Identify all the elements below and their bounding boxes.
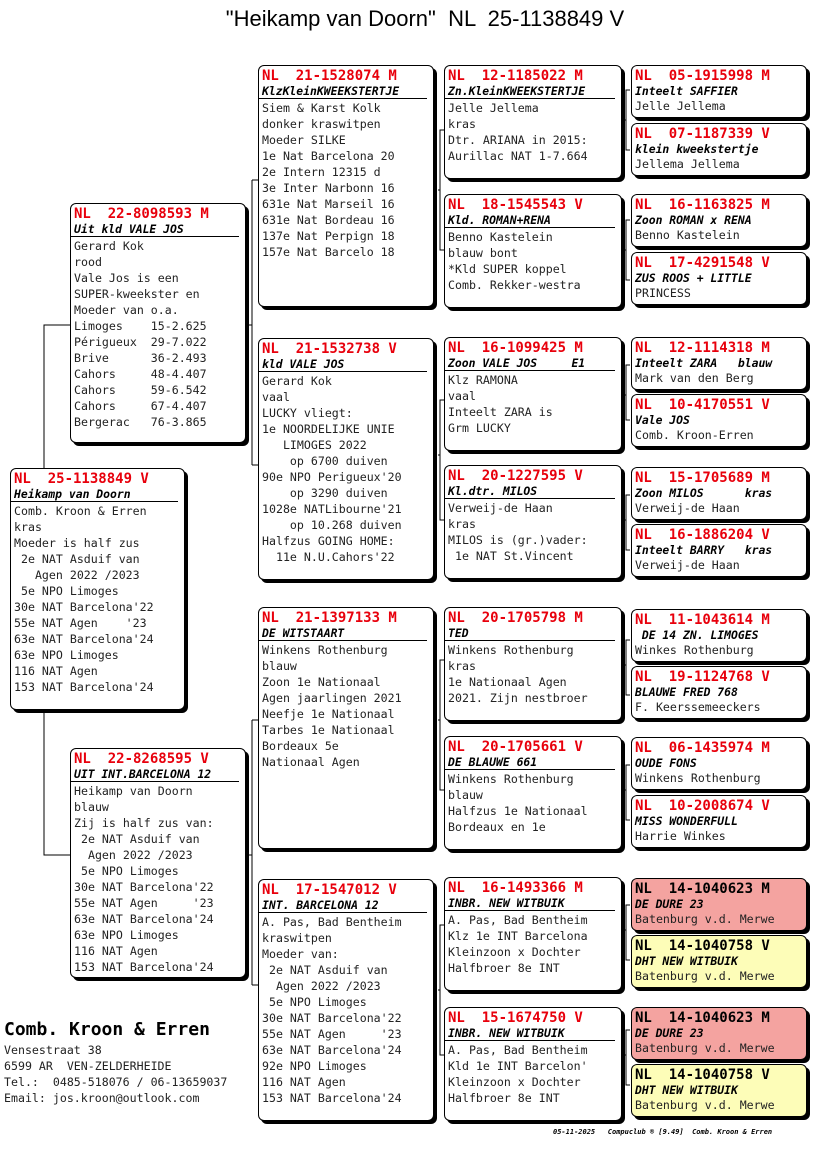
info-line: Klz RAMONA xyxy=(448,373,518,387)
info-line: 5e NPO Limoges xyxy=(74,864,179,878)
ring-number: NL 14-1040623 M xyxy=(635,881,770,897)
info-line: Cahors 67-4.407 xyxy=(74,399,207,413)
info-line: Halfbroer 8e INT xyxy=(448,1091,560,1105)
pigeon-name: DE BLAUWE 661 xyxy=(445,755,615,770)
info-line: kras xyxy=(14,520,42,534)
great-grandparent-card xyxy=(444,465,622,579)
info-line: Winkens Rothenburg xyxy=(635,771,761,785)
pigeon-name: UIT INT.BARCELONA 12 xyxy=(71,767,239,782)
ring-number: NL 11-1043614 M xyxy=(635,612,770,628)
ancestor-card xyxy=(631,337,807,390)
info-line: Zoon 1e Nationaal xyxy=(262,675,381,689)
great-grandparent-card xyxy=(444,877,622,991)
ring-number: NL 15-1674750 V xyxy=(448,1010,583,1026)
info-line: 153 NAT Barcelona'24 xyxy=(262,1091,402,1105)
owner-contact-block xyxy=(4,1018,227,1106)
info-line: 30e NAT Barcelona'22 xyxy=(14,600,154,614)
grandparent-card xyxy=(258,65,434,307)
info-line: Klz 1e INT Barcelona xyxy=(448,929,588,943)
info-line: LUCKY vliegt: xyxy=(262,406,353,420)
ring-number: NL 07-1187339 V xyxy=(635,126,770,142)
info-line: Mark van den Berg xyxy=(635,371,754,385)
info-line: Kleinzoon x Dochter xyxy=(448,1075,581,1089)
info-line: Moeder SILKE xyxy=(262,133,346,147)
pigeon-name: DHT NEW WITBUIK xyxy=(635,954,738,968)
info-line: MILOS is (gr.)vader: xyxy=(448,533,588,547)
info-line: 153 NAT Barcelona'24 xyxy=(14,680,154,694)
pigeon-name: DHT NEW WITBUIK xyxy=(635,1083,738,1097)
info-line: Verweij-de Haan xyxy=(448,501,553,515)
info-line: Moeder van o.a. xyxy=(74,303,179,317)
info-line: Kleinzoon x Dochter xyxy=(448,945,581,959)
pigeon-name: MISS WONDERFULL xyxy=(635,814,738,828)
info-line: Heikamp van Doorn xyxy=(74,784,193,798)
pigeon-name: DE DURE 23 xyxy=(635,1026,704,1040)
ring-number: NL 22-8098593 M xyxy=(74,206,209,222)
ring-number: NL 17-1547012 V xyxy=(262,882,397,898)
ancestor-card xyxy=(631,252,807,305)
info-line: 30e NAT Barcelona'22 xyxy=(262,1011,402,1025)
info-line: Bordeaux 5e xyxy=(262,739,339,753)
ancestor-card xyxy=(631,737,807,790)
info-line: Nationaal Agen xyxy=(262,755,360,769)
info-line: Halfbroer 8e INT xyxy=(448,961,560,975)
grandparent-card xyxy=(258,338,434,580)
ring-number: NL 22-8268595 V xyxy=(74,751,209,767)
info-line: 2e NAT Asduif van xyxy=(14,552,140,566)
info-line: Winkens Rothenburg xyxy=(448,772,574,786)
ring-number: NL 20-1705661 V xyxy=(448,739,583,755)
ancestor-card-highlighted xyxy=(631,935,807,988)
great-grandparent-card xyxy=(444,736,622,850)
info-line: Inteelt ZARA is xyxy=(448,405,553,419)
ring-number: NL 17-4291548 V xyxy=(635,255,770,271)
great-grandparent-card xyxy=(444,607,622,721)
info-line: 1e Nat Barcelona 20 xyxy=(262,149,395,163)
ring-number: NL 16-1886204 V xyxy=(635,527,770,543)
info-line: F. Keerssemeeckers xyxy=(635,700,761,714)
info-line: Périgueux 29-7.022 xyxy=(74,335,207,349)
info-line: Jelle Jellema xyxy=(635,99,726,113)
info-line: kras xyxy=(448,117,476,131)
ring-number: NL 12-1114318 M xyxy=(635,340,770,356)
info-line: Winkes Rothenburg xyxy=(635,643,754,657)
pigeon-name: Zn.KleinKWEEKSTERTJE xyxy=(445,84,615,99)
info-line: 1e NAT St.Vincent xyxy=(448,549,574,563)
pigeon-name: TED xyxy=(445,626,615,641)
ancestor-card xyxy=(631,524,807,577)
ring-number: NL 14-1040758 V xyxy=(635,938,770,954)
ancestor-card xyxy=(631,467,807,520)
info-line: op 6700 duiven xyxy=(262,454,388,468)
pigeon-name: Inteelt SAFFIER xyxy=(635,84,738,98)
info-line: 137e Nat Perpign 18 xyxy=(262,229,395,243)
info-line: 116 NAT Agen xyxy=(14,664,98,678)
info-line: Vale Jos is een xyxy=(74,271,179,285)
info-line: Brive 36-2.493 xyxy=(74,351,207,365)
pigeon-name: Kld. ROMAN+RENA xyxy=(445,213,615,228)
pigeon-name: DE 14 ZN. LIMOGES xyxy=(635,628,759,642)
subject-pigeon-card xyxy=(10,468,185,710)
ring-number: NL 21-1532738 V xyxy=(262,341,397,357)
info-line: blauw xyxy=(262,659,297,673)
info-line: 92e NPO Limoges xyxy=(262,1059,367,1073)
pigeon-name: Inteelt ZARA blauw xyxy=(635,356,773,370)
info-line: Winkens Rothenburg xyxy=(448,643,574,657)
info-line: Neefje 1e Nationaal xyxy=(262,707,395,721)
info-line: Moeder van: xyxy=(262,947,339,961)
info-line: 63e NAT Barcelona'24 xyxy=(262,1043,402,1057)
ring-number: NL 16-1163825 M xyxy=(635,197,770,213)
pigeon-name: ZUS ROOS + LITTLE xyxy=(635,271,752,285)
info-line: Zij is half zus van: xyxy=(74,816,214,830)
info-line: Comb. Kroon-Erren xyxy=(635,428,754,442)
info-line: 2e NAT Asduif van xyxy=(74,832,200,846)
info-line: Cahors 48-4.407 xyxy=(74,367,207,381)
ancestor-card xyxy=(631,795,807,848)
great-grandparent-card xyxy=(444,194,622,308)
pigeon-name: Zoon MILOS kras xyxy=(635,486,773,500)
info-line: 63e NAT Barcelona'24 xyxy=(14,632,154,646)
info-line: Harrie Winkes xyxy=(635,829,726,843)
info-line: 153 NAT Barcelona'24 xyxy=(74,960,214,974)
ring-number: NL 16-1493366 M xyxy=(448,880,583,896)
ancestor-card-highlighted xyxy=(631,878,807,931)
pigeon-name: kld VALE JOS xyxy=(259,357,427,372)
owner-name: Comb. Kroon & Erren xyxy=(4,1019,210,1040)
footer-credit: 05-11-2025 Compuclub ® [9.49] Comb. Kroon & Erren xyxy=(553,1128,773,1136)
info-line: 55e NAT Agen '23 xyxy=(14,616,147,630)
info-line: 2e NAT Asduif van xyxy=(262,963,388,977)
info-line: Halfzus GOING HOME: xyxy=(262,534,395,548)
pigeon-name: Kl.dtr. MILOS xyxy=(445,484,615,499)
ancestor-card-highlighted xyxy=(631,1064,807,1117)
info-line: 116 NAT Agen xyxy=(74,944,158,958)
info-line: 631e Nat Marseil 16 xyxy=(262,197,395,211)
info-line: rood xyxy=(74,255,102,269)
info-line: 5e NPO Limoges xyxy=(14,584,119,598)
dam-card xyxy=(70,748,246,978)
info-line: 157e Nat Barcelo 18 xyxy=(262,245,395,259)
info-line: 63e NAT Barcelona'24 xyxy=(74,912,214,926)
ring-number: NL 25-1138849 V xyxy=(14,471,149,487)
info-line: 63e NPO Limoges xyxy=(14,648,119,662)
info-line: 1e Nationaal Agen xyxy=(448,675,567,689)
page-title: "Heikamp van Doorn" NL 25-1138849 V xyxy=(225,6,625,31)
ring-number: NL 19-1124768 V xyxy=(635,669,770,685)
info-line: Jellema Jellema xyxy=(635,157,740,171)
pigeon-name: Zoon VALE JOS E1 xyxy=(445,356,615,371)
ring-number: NL 20-1705798 M xyxy=(448,610,583,626)
great-grandparent-card xyxy=(444,65,622,179)
info-line: 3e Inter Narbonn 16 xyxy=(262,181,395,195)
info-line: Moeder is half zus xyxy=(14,536,140,550)
pigeon-name: Inteelt BARRY kras xyxy=(635,543,773,557)
info-line: vaal xyxy=(448,389,476,403)
info-line: 1e NOORDELIJKE UNIE xyxy=(262,422,395,436)
info-line: 63e NPO Limoges xyxy=(74,928,179,942)
ancestor-card xyxy=(631,394,807,447)
info-line: blauw xyxy=(448,788,483,802)
pigeon-name: DE DURE 23 xyxy=(635,897,704,911)
info-line: Batenburg v.d. Merwe xyxy=(635,1041,775,1055)
info-line: Agen 2022 /2023 xyxy=(74,848,193,862)
pigeon-name: INBR. NEW WITBUIK xyxy=(445,896,615,911)
info-line: Gerard Kok xyxy=(262,374,332,388)
owner-phone: Tel.: 0485-518076 / 06-13659037 xyxy=(4,1075,228,1089)
info-line: Batenburg v.d. Merwe xyxy=(635,1098,775,1112)
ring-number: NL 14-1040758 V xyxy=(635,1067,770,1083)
ring-number: NL 21-1397133 M xyxy=(262,610,397,626)
pigeon-name: KlzKleinKWEEKSTERTJE xyxy=(259,84,427,99)
info-line: Bordeaux en 1e xyxy=(448,820,546,834)
info-line: kraswitpen xyxy=(262,931,332,945)
info-line: 90e NPO Perigueux'20 xyxy=(262,470,402,484)
info-line: 2e Intern 12315 d xyxy=(262,165,381,179)
info-line: Halfzus 1e Nationaal xyxy=(448,804,588,818)
info-line: kras xyxy=(448,659,476,673)
info-line: Dtr. ARIANA in 2015: xyxy=(448,133,588,147)
info-line: A. Pas, Bad Bentheim xyxy=(262,915,402,929)
great-grandparent-card xyxy=(444,337,622,451)
pigeon-name: klein kweekstertje xyxy=(635,142,759,156)
info-line: 55e NAT Agen '23 xyxy=(74,896,214,910)
info-line: Agen 2022 /2023 xyxy=(262,979,381,993)
ring-number: NL 12-1185022 M xyxy=(448,68,583,84)
ancestor-card xyxy=(631,65,807,118)
info-line: Winkens Rothenburg xyxy=(262,643,388,657)
info-line: Comb. Rekker-westra xyxy=(448,278,581,292)
info-line: Bergerac 76-3.865 xyxy=(74,415,207,429)
info-line: 1028e NATLibourne'21 xyxy=(262,502,402,516)
great-grandparent-card xyxy=(444,1007,622,1121)
info-line: vaal xyxy=(262,390,290,404)
info-line: op 3290 duiven xyxy=(262,486,388,500)
ring-number: NL 05-1915998 M xyxy=(635,68,770,84)
info-line: 11e N.U.Cahors'22 xyxy=(262,550,395,564)
info-line: Agen jaarlingen 2021 xyxy=(262,691,402,705)
grandparent-card xyxy=(258,607,434,849)
info-line: Agen 2022 /2023 xyxy=(14,568,140,582)
info-line: 2021. Zijn nestbroer xyxy=(448,691,588,705)
info-line: Tarbes 1e Nationaal xyxy=(262,723,395,737)
pigeon-name: INBR. NEW WITBUIK xyxy=(445,1026,615,1041)
info-line: Benno Kastelein xyxy=(635,228,740,242)
info-line: Siem & Karst Kolk xyxy=(262,101,381,115)
info-line: PRINCESS xyxy=(635,286,691,300)
info-line: Limoges 15-2.625 xyxy=(74,319,207,333)
ancestor-card xyxy=(631,666,807,719)
info-line: Kld 1e INT Barcelon' xyxy=(448,1059,588,1073)
info-line: 116 NAT Agen xyxy=(262,1075,346,1089)
info-line: donker kraswitpen xyxy=(262,117,381,131)
pigeon-name: INT. BARCELONA 12 xyxy=(259,898,427,913)
owner-city: 6599 AR VEN-ZELDERHEIDE xyxy=(4,1059,172,1073)
info-line: op 10.268 duiven xyxy=(262,518,402,532)
grandparent-card xyxy=(258,879,434,1121)
info-line: 5e NPO Limoges xyxy=(262,995,367,1009)
info-line: Comb. Kroon & Erren xyxy=(14,504,147,518)
ring-number: NL 21-1528074 M xyxy=(262,68,397,84)
sire-card xyxy=(70,203,246,443)
info-line: SUPER-kweekster en xyxy=(74,287,200,301)
ring-number: NL 16-1099425 M xyxy=(448,340,583,356)
ring-number: NL 15-1705689 M xyxy=(635,470,770,486)
info-line: Cahors 59-6.542 xyxy=(74,383,207,397)
ring-number: NL 18-1545543 V xyxy=(448,197,583,213)
pigeon-name: Zoon ROMAN x RENA xyxy=(635,213,752,227)
info-line: Grm LUCKY xyxy=(448,421,511,435)
info-line: *Kld SUPER koppel xyxy=(448,262,567,276)
ring-number: NL 06-1435974 M xyxy=(635,740,770,756)
ring-number: NL 14-1040623 M xyxy=(635,1010,770,1026)
ring-number: NL 10-4170551 V xyxy=(635,397,770,413)
pigeon-name: Heikamp van Doorn xyxy=(11,487,178,502)
ancestor-card xyxy=(631,123,807,176)
info-line: Benno Kastelein xyxy=(448,230,553,244)
info-line: Gerard Kok xyxy=(74,239,144,253)
ancestor-card xyxy=(631,194,807,247)
info-line: 30e NAT Barcelona'22 xyxy=(74,880,214,894)
ring-number: NL 10-2008674 V xyxy=(635,798,770,814)
pigeon-name: OUDE FONS xyxy=(635,756,697,770)
info-line: A. Pas, Bad Bentheim xyxy=(448,913,588,927)
info-line: Verweij-de Haan xyxy=(635,558,740,572)
info-line: 631e Nat Bordeau 16 xyxy=(262,213,395,227)
info-line: Verweij-de Haan xyxy=(635,501,740,515)
pigeon-name: Vale JOS xyxy=(635,413,690,427)
info-line: A. Pas, Bad Bentheim xyxy=(448,1043,588,1057)
info-line: LIMOGES 2022 xyxy=(262,438,367,452)
info-line: Aurillac NAT 1-7.664 xyxy=(448,149,588,163)
info-line: blauw xyxy=(74,800,109,814)
ancestor-card-highlighted xyxy=(631,1007,807,1060)
ring-number: NL 20-1227595 V xyxy=(448,468,583,484)
ancestor-card xyxy=(631,609,807,662)
owner-address: Vensestraat 38 xyxy=(4,1043,102,1057)
info-line: Jelle Jellema xyxy=(448,101,539,115)
info-line: blauw bont xyxy=(448,246,518,260)
info-line: 55e NAT Agen '23 xyxy=(262,1027,402,1041)
pigeon-name: Uit kld VALE JOS xyxy=(71,222,239,237)
pigeon-name: DE WITSTAART xyxy=(259,626,427,641)
info-line: Batenburg v.d. Merwe xyxy=(635,969,775,983)
owner-email: Email: jos.kroon@outlook.com xyxy=(4,1091,200,1105)
info-line: Batenburg v.d. Merwe xyxy=(635,912,775,926)
info-line: kras xyxy=(448,517,476,531)
pigeon-name: BLAUWE FRED 768 xyxy=(635,685,738,699)
